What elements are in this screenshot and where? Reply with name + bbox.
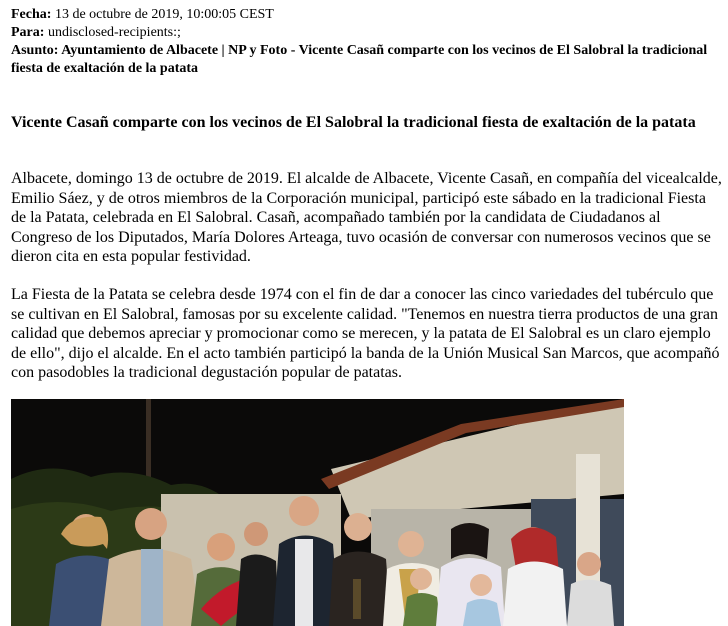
article-paragraph-2: La Fiesta de la Patata se celebra desde 1974 con el fin de dar a conocer las cinco variedades del tubérculo que se cultivan en El Salobral, famosas por su excelente calidad. "Tenemos en nuestra tierra productos de una gran calidad que debemos apreciar y promocionar como se merecen, y la patata de El Salobral es un claro ejemplo de ello", dijo el alcalde. En el acto también participó la banda de la Unión Musical San Marcos, que acompañó con pasodobles la tradicional degustación popular de patatas. xyxy=(11,286,720,381)
subject-label: Asunto: xyxy=(11,43,59,58)
article-title: Vicente Casañ comparte con los vecinos de El Salobral la tradicional fiesta de exaltación de la patata xyxy=(11,114,696,131)
date-value: 13 de octubre de 2019, 10:00:05 CEST xyxy=(51,7,274,22)
event-photo xyxy=(11,399,624,626)
to-label: Para: xyxy=(11,25,45,40)
to-header xyxy=(11,24,711,42)
subject-value: Ayuntamiento de Albacete | NP y Foto - Vicente Casañ comparte con los vecinos de El Salobral la tradicional fiesta de exaltación de la patata xyxy=(11,43,708,76)
article-paragraph-1: Albacete, domingo 13 de octubre de 2019. El alcalde de Albacete, Vicente Casañ, en compañía del vicealcalde, Emilio Sáez, y de otros miembros de la Corporación municipal, participó este sábado en la tradicional Fiesta de la Patata, celebrada en El Salobral. Casañ, acompañado también por la candidata de Ciudadanos al Congreso de los Diputados, María Dolores Arteaga, tuvo ocasión de conversar con numerosos vecinos que se dieron cita en esta popular festividad. xyxy=(11,170,722,265)
date-label: Fecha: xyxy=(11,7,52,22)
date-header xyxy=(11,6,711,24)
email-headers xyxy=(11,6,711,78)
subject-header xyxy=(11,42,711,78)
to-value: undisclosed-recipients:; xyxy=(44,25,181,40)
photo-pole xyxy=(146,399,151,489)
event-photo-illustration xyxy=(11,399,624,626)
